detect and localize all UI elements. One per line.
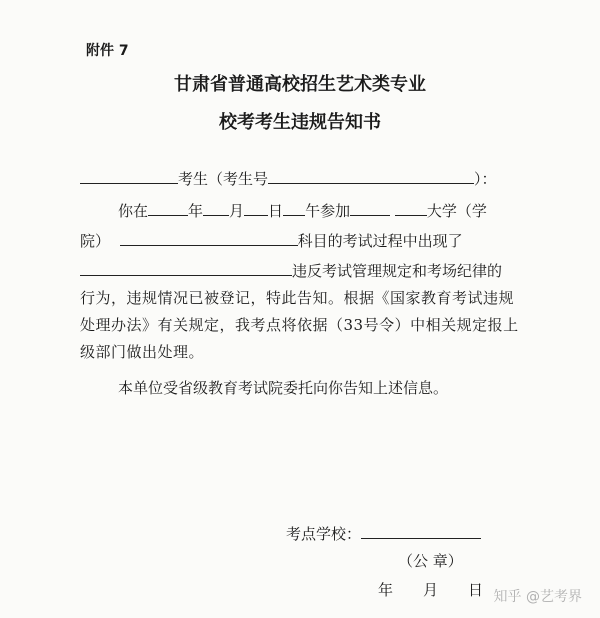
university-blank-2 <box>395 200 427 216</box>
you-at-text: 你在 <box>118 202 149 220</box>
sign-year: 年 <box>378 581 394 599</box>
candidate-close: ）： <box>474 170 497 188</box>
title-line-2: 校考考生违规告知书 <box>219 112 381 133</box>
period-blank <box>283 200 305 216</box>
sign-day: 日 <box>468 581 484 599</box>
month-text: 月 <box>229 202 245 220</box>
name-blank <box>80 168 178 184</box>
seal-text: （公 章） <box>398 552 463 570</box>
subject-blank <box>120 230 298 246</box>
day-text: 日 <box>268 202 284 220</box>
date-exam-line <box>118 200 487 221</box>
watermark: 知乎 @艺考界 <box>493 589 582 605</box>
subject-line <box>80 230 463 251</box>
entrust-text: 本单位受省级教育考试院委托向你告知上述信息。 <box>118 379 449 397</box>
day-blank <box>244 200 268 216</box>
year-text: 年 <box>188 202 204 220</box>
candidate-label: 考生（考生号 <box>178 170 269 188</box>
month-blank <box>203 200 229 216</box>
title-line-1: 甘肃省普通高校招生艺术类专业 <box>174 74 426 95</box>
school-blank <box>361 524 481 539</box>
attend-text: 午参加 <box>305 202 351 220</box>
date-line <box>378 580 483 600</box>
violation-line <box>80 260 502 281</box>
sign-month: 月 <box>423 581 439 599</box>
candidate-number-blank <box>268 168 474 184</box>
year-blank <box>148 200 188 216</box>
violation-text: 违反考试管理规定和考场纪律的 <box>292 262 503 280</box>
school-line <box>286 524 481 544</box>
university-text: 大学（学 <box>426 202 487 220</box>
notice-paragraph: 行为，违规情况已被登记，特此告知。根据《国家教育考试违规处理办法》有关规定，我考点将依据（33号令）中相关规定报上级部门做出处理。 <box>80 289 519 361</box>
attachment-label: 附件 7 <box>86 43 129 59</box>
school-label: 考点学校： <box>286 525 362 543</box>
college-close-text: 院） <box>80 232 111 250</box>
subject-text: 科目的考试过程中出现了 <box>297 232 463 250</box>
candidate-line <box>80 168 497 189</box>
university-blank-1 <box>350 200 390 216</box>
violation-blank <box>80 260 292 276</box>
